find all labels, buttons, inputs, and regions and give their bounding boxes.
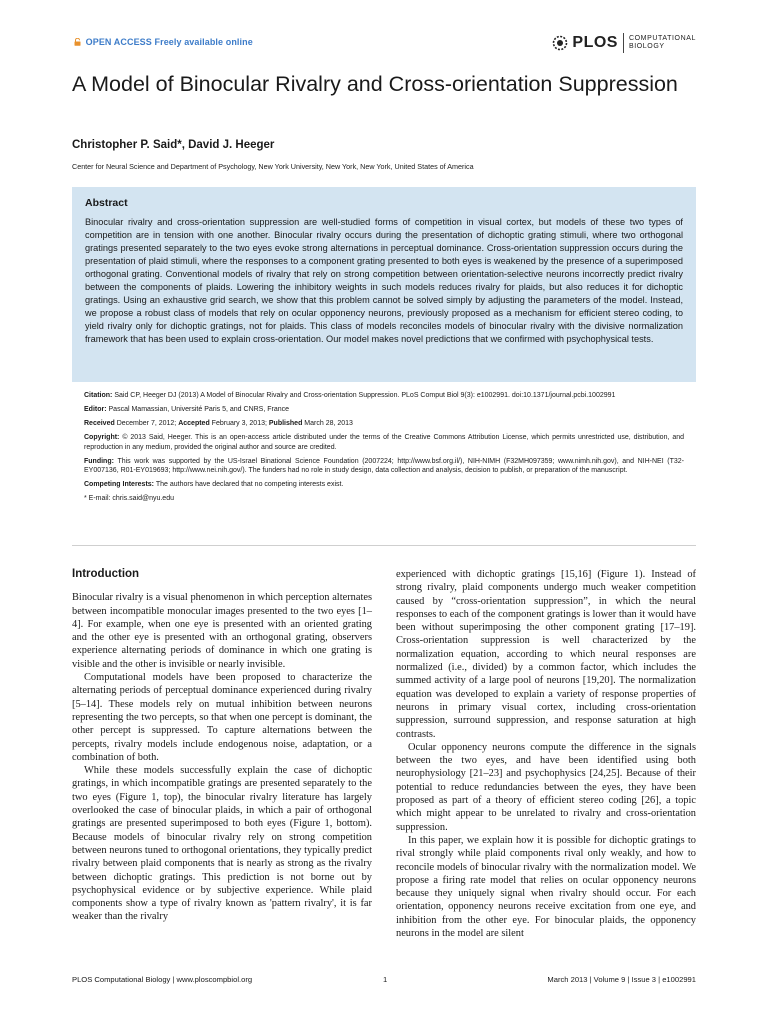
citation-label: Citation:	[84, 392, 113, 399]
editor-label: Editor:	[84, 406, 107, 413]
funding	[84, 457, 684, 476]
dates	[84, 419, 684, 429]
paragraph: Binocular rivalry is a visual phenomenon in which perception alternates between incompatible monocular images presented to the two eyes [1–4]. For example, when one eye is presented with an oriented grating and the other eye is presented with an orthogonal grating, observers experience alternating periods of dominance in which one grating is visible and the other is invisible or nearly invisible.	[72, 592, 372, 670]
section-heading-introduction: Introduction	[72, 568, 140, 580]
article-metadata	[72, 388, 696, 546]
citation	[84, 391, 684, 401]
editor	[84, 405, 684, 415]
accepted-label: Accepted	[178, 420, 210, 427]
copyright-text: © 2013 Said, Heeger. This is an open-access article distributed under the terms of the Creative Commons Attribution License, which permits unrestricted use, distribution, and reproduction in any medium, provided the original author and source are credited.	[84, 434, 684, 451]
plos-gear-icon	[551, 34, 569, 52]
author-list: Christopher P. Said*, David J. Heeger	[72, 139, 275, 151]
footer-issue: March 2013 | Volume 9 | Issue 3 | e1002991	[547, 975, 696, 984]
competing-label: Competing Interests:	[84, 481, 155, 488]
plos-logo	[551, 30, 696, 56]
journal-header	[72, 30, 696, 58]
journal-name	[629, 35, 696, 51]
published-label: Published	[268, 420, 303, 427]
copyright-label: Copyright:	[84, 434, 120, 441]
logo-divider	[623, 33, 624, 53]
open-access-text: OPEN ACCESS Freely available online	[85, 37, 253, 47]
journal-name-line2: BIOLOGY	[628, 43, 665, 50]
plos-brand: PLOS	[572, 34, 618, 51]
open-access-lock-icon	[74, 38, 81, 46]
received-label: Received	[84, 420, 115, 427]
copyright	[84, 433, 684, 452]
left-column	[72, 568, 372, 924]
page-number: 1	[383, 975, 388, 984]
editor-text: Pascal Mamassian, Université Paris 5, and CNRS, France	[108, 406, 290, 413]
competing-interests	[84, 480, 684, 490]
right-column	[396, 568, 696, 940]
paragraph: Ocular opponency neurons compute the difference in the signals between the two eyes, and have been identified using both neurophysiology [21–23] and psychophysics [24,25]. Because of their potential to reduce redundancies between the eyes, they have been proposed as part of a theory of efficient stereo coding [26], a topic which might appear to be unrelated to rivalry and cross-orientation suppression.	[396, 741, 696, 833]
accepted-date: February 3, 2013;	[211, 420, 267, 427]
paragraph: While these models successfully explain the case of dichoptic gratings, in which incompatible gratings are presented separately to the two eyes (Figure 1, top), the binocular rivalry literature has largely overlooked the case of binocular plaids, in which a pair of orthogonal gratings are presented superimposed to both eyes (Figure 1, bottom). Because models of binocular rivalry rely on strong competition between neurons tuned to orthogonal orientations, they typically predict rivalry between plaid components that is nearly as strong as the rivalry between dichoptic gratings. This prediction is not borne out by psychophysical evidence or by subjective experience. While plaid components show a type of rivalry known as 'pattern rivalry', it is far weaker than the rivalry	[72, 765, 372, 923]
paragraph: experienced with dichoptic gratings [15,16] (Figure 1). Instead of strong rivalry, plaid components undergo much weaker competition caused by “cross-orientation suppression”, in which the neural responses to each of the component gratings is lower than it would have been without superimposing the other component grating [17–19]. Cross-orientation suppression is well characterized by the normalization equation, according to which neural responses are normalized (i.e., divided) by a common factor, which includes the summed activity of a large pool of neurons [19,20]. The normalization equation was developed to explain a variety of response properties of neurons in primary visual cortex, including cross-orientation suppression, surround suppression, and response saturation at high contrasts.	[396, 569, 696, 740]
paragraph: Computational models have been proposed to characterize the alternating periods of perceptual dominance experienced during rivalry [5–14]. These models rely on mutual inhibition between neurons representing the two percepts, so that when one percept is dominant, the other percept is suppressed. To capture alternations between the percepts, rivalry models include endogenous noise, adaptation, or a combination of both.	[72, 672, 372, 763]
affiliation: Center for Neural Science and Department of Psychology, New York University, New York, New York, United States of America	[72, 162, 474, 171]
funding-label: Funding:	[84, 457, 114, 465]
abstract-box	[72, 187, 696, 382]
received-date: December 7, 2012;	[116, 420, 177, 427]
footer-journal: PLOS Computational Biology | www.ploscompbiol.org	[72, 975, 253, 984]
abstract-text: Binocular rivalry and cross-orientation suppression are well-studied forms of competition in visual cortex, but models of these two types of competition are in tension with one another. Binocular rivalry occurs during the presentation of dichoptic grating stimuli, where two orthogonal gratings presented separately to the two eyes evoke strong alternations in perceptual dominance. Cross-orientation suppression occurs during the presentation of plaid stimuli, where the responses to a component grating presented to both eyes is weakened by the presence of a superimposed orthogonal grating. Conventional models of rivalry that rely on strong competition between orientation-selective neurons incorrectly predict rivalry between the components of plaids. Lowering the inhibitory weights in such models reduces rivalry for plaids, but also reduces it for dichoptic gratings. Using an exhaustive grid search, we show that this problem cannot be solved simply by adjusting the parameters of the model. Instead, we propose a robust class of models that rely on ocular opponency neurons, previously proposed as a mechanism for efficient stereo coding, to yield rivalry only for dichoptic gratings, not for plaids. This class of models reconciles models of binocular rivalry with the divisive normalization framework that has been used to explain cross-orientation. Our model makes novel predictions that we confirmed with psychophysical tests.	[85, 217, 683, 344]
open-access-banner	[72, 37, 253, 47]
funding-text: This work was supported by the US-Israel Binational Science Foundation (2007224; http://www.bsf.org.il/), NIH-NIMH (F32MH097359; www.nimh.nih.gov), and NIH-NEI (T32-EY007136, R01-EY019693; http://www.nei.nih.gov/). The funders had no role in study design, data collection and analysis, decision to publish, or preparation of the manuscript.	[84, 457, 684, 474]
journal-name-line1: COMPUTATIONAL	[628, 35, 696, 42]
paragraph: In this paper, we explain how it is possible for dichoptic gratings to rival strongly while plaid components rival only weakly, and how to reconcile models of binocular rivalry with the normalization model. We propose a firing rate model that relies on ocular opponency neurons because they uniquely signal when rivalry should occur. For each orientation, opponency neurons receive excitation from one eye, and inhibition from the other eye. For binocular plaids, the opponency neurons in the model are silent	[396, 834, 696, 940]
article-title: A Model of Binocular Rivalry and Cross-orientation Suppression	[72, 72, 678, 96]
citation-text: Said CP, Heeger DJ (2013) A Model of Binocular Rivalry and Cross-orientation Suppression. PLoS Comput Biol 9(3): e1002991. doi:10.1371/journal.pcbi.1002991	[114, 392, 616, 399]
competing-text: The authors have declared that no competing interests exist.	[155, 481, 344, 488]
published-date: March 28, 2013	[304, 420, 353, 427]
email: * E-mail: chris.said@nyu.edu	[84, 495, 174, 502]
abstract-heading: Abstract	[85, 197, 128, 209]
